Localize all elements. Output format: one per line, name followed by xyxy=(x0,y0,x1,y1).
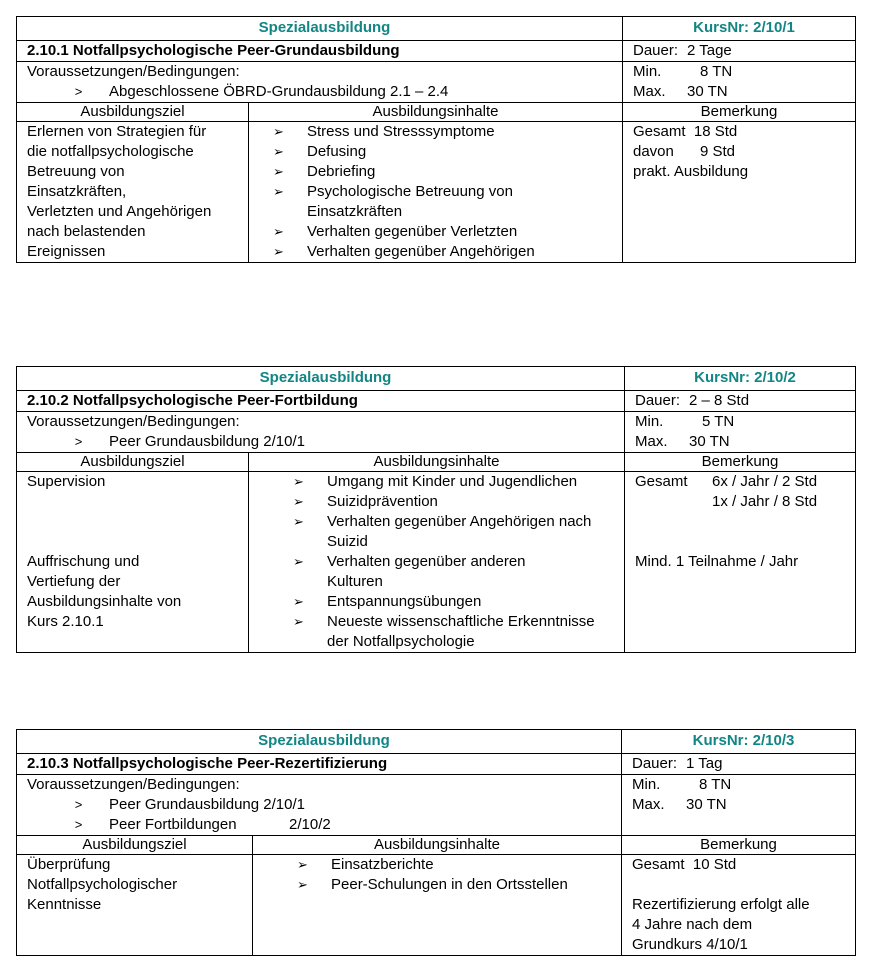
voraussetzungen-label: Voraussetzungen/Bedingungen: xyxy=(27,413,240,430)
col-header-inhalte: Ausbildungsinhalte xyxy=(249,103,623,122)
course-table xyxy=(16,16,856,263)
voraussetzungen-label: Voraussetzungen/Bedingungen: xyxy=(27,776,240,793)
voraussetzungen xyxy=(17,775,622,836)
course-title: 2.10.1 Notfallpsychologische Peer-Grundausbildung xyxy=(17,41,623,62)
ausbildungsziel: Überprüfung Notfallpsychologischer Kenntnisse xyxy=(17,855,253,956)
voraussetzungen xyxy=(17,62,623,103)
arrow-bullet-icon: ➢ xyxy=(297,857,308,872)
list-item: ➢ Defusing xyxy=(273,143,367,160)
col-header-ziel: Ausbildungsziel xyxy=(17,103,249,122)
arrow-bullet-icon: ➢ xyxy=(273,224,284,239)
kurs-nr: KursNr: 2/10/3 xyxy=(622,730,856,754)
teilnehmer xyxy=(622,775,856,836)
col-header-bemerkung: Bemerkung xyxy=(623,103,856,122)
list-item: ➢ Verhalten gegenüber Verletzten xyxy=(273,223,518,240)
course-2-10-3 xyxy=(16,729,856,956)
voraussetzung-item: > Peer Grundausbildung 2/10/1 xyxy=(74,796,305,813)
bemerkung: Gesamt 10 Std Rezertifizierung erfolgt alle 4 Jahre nach dem Grundkurs 4/10/1 xyxy=(622,855,856,956)
arrow-bullet-icon: ➢ xyxy=(293,514,304,529)
bemerkung: Gesamt 6x / Jahr / 2 Std 1x / Jahr / 8 Std Mind. 1 Teilnahme / Jahr xyxy=(625,472,856,653)
course-title: 2.10.2 Notfallpsychologische Peer-Fortbildung xyxy=(17,391,625,412)
arrow-bullet-icon: ➢ xyxy=(273,184,284,199)
dauer: Dauer: 1 Tag xyxy=(622,754,856,775)
list-item: ➢ Entspannungsübungen xyxy=(293,593,482,610)
col-header-inhalte: Ausbildungsinhalte xyxy=(249,453,625,472)
max-teilnehmer: Max. 30 TN xyxy=(632,796,727,813)
min-teilnehmer: Min. 5 TN xyxy=(635,413,735,430)
ausbildungsziel: Erlernen von Strategien für die notfallpsychologische Betreuung von Einsatzkräften, Verletzten und Angehörigen nach belastenden Ereignissen xyxy=(17,122,249,263)
arrow-bullet-icon: ➢ xyxy=(273,124,284,139)
ausbildungsziel: Supervision Auffrischung und Vertiefung der Ausbildungsinhalte von Kurs 2.10.1 xyxy=(17,472,249,653)
arrow-bullet-icon: ➢ xyxy=(293,474,304,489)
arrow-bullet-icon: ➢ xyxy=(297,877,308,892)
col-header-ziel: Ausbildungsziel xyxy=(17,836,253,855)
kurs-nr: KursNr: 2/10/1 xyxy=(623,17,856,41)
col-header-ziel: Ausbildungsziel xyxy=(17,453,249,472)
arrow-bullet-icon: ➢ xyxy=(293,494,304,509)
min-teilnehmer: Min. 8 TN xyxy=(633,63,733,80)
voraussetzung-item: > Peer Fortbildungen 2/10/2 xyxy=(74,816,331,833)
list-item: ➢ Verhalten gegenüber Angehörigen nach Suizid xyxy=(293,513,592,550)
list-item: ➢ Suizidprävention xyxy=(293,493,438,510)
section-header: Spezialausbildung xyxy=(17,367,625,391)
course-2-10-1 xyxy=(16,16,856,263)
list-item: ➢ Debriefing xyxy=(273,163,376,180)
list-item: ➢ Einsatzberichte xyxy=(297,856,434,873)
col-header-bemerkung: Bemerkung xyxy=(622,836,856,855)
list-item: ➢ Verhalten gegenüber anderen Kulturen xyxy=(293,553,526,590)
max-teilnehmer: Max. 30 TN xyxy=(633,83,728,100)
arrow-bullet-icon: ➢ xyxy=(273,164,284,179)
voraussetzung-item: > Peer Grundausbildung 2/10/1 xyxy=(74,433,305,450)
section-header: Spezialausbildung xyxy=(17,730,622,754)
arrow-bullet-icon: ➢ xyxy=(293,614,304,629)
col-header-bemerkung: Bemerkung xyxy=(625,453,856,472)
bemerkung: Gesamt 18 Std davon 9 Std prakt. Ausbildung xyxy=(623,122,856,263)
voraussetzung-item: > Abgeschlossene ÖBRD-Grundausbildung 2.1 – 2.4 xyxy=(74,83,449,100)
course-table xyxy=(16,366,856,653)
dauer: Dauer: 2 Tage xyxy=(623,41,856,62)
course-title: 2.10.3 Notfallpsychologische Peer-Rezertifizierung xyxy=(17,754,622,775)
list-item: ➢ Neueste wissenschaftliche Erkenntnisse der Notfallpsychologie xyxy=(293,613,595,650)
list-item: ➢ Umgang mit Kinder und Jugendlichen xyxy=(293,473,578,490)
arrow-bullet-icon: ➢ xyxy=(273,244,284,259)
list-item: ➢ Peer-Schulungen in den Ortsstellen xyxy=(297,876,568,893)
dauer: Dauer: 2 – 8 Std xyxy=(625,391,856,412)
ausbildungsinhalte xyxy=(249,122,623,263)
voraussetzungen xyxy=(17,412,625,453)
ausbildungsinhalte xyxy=(253,855,622,956)
course-2-10-2 xyxy=(16,366,856,653)
col-header-inhalte: Ausbildungsinhalte xyxy=(253,836,622,855)
section-header: Spezialausbildung xyxy=(17,17,623,41)
arrow-bullet-icon: ➢ xyxy=(273,144,284,159)
teilnehmer xyxy=(623,62,856,103)
min-teilnehmer: Min. 8 TN xyxy=(632,776,732,793)
list-item: ➢ Psychologische Betreuung von Einsatzkräften xyxy=(273,183,513,220)
kurs-nr: KursNr: 2/10/2 xyxy=(625,367,856,391)
voraussetzungen-label: Voraussetzungen/Bedingungen: xyxy=(27,63,240,80)
teilnehmer xyxy=(625,412,856,453)
list-item: ➢ Verhalten gegenüber Angehörigen xyxy=(273,243,535,260)
course-table xyxy=(16,729,856,956)
list-item: ➢ Stress und Stresssymptome xyxy=(273,123,495,140)
arrow-bullet-icon: ➢ xyxy=(293,594,304,609)
ausbildungsinhalte xyxy=(249,472,625,653)
max-teilnehmer: Max. 30 TN xyxy=(635,433,730,450)
arrow-bullet-icon: ➢ xyxy=(293,554,304,569)
